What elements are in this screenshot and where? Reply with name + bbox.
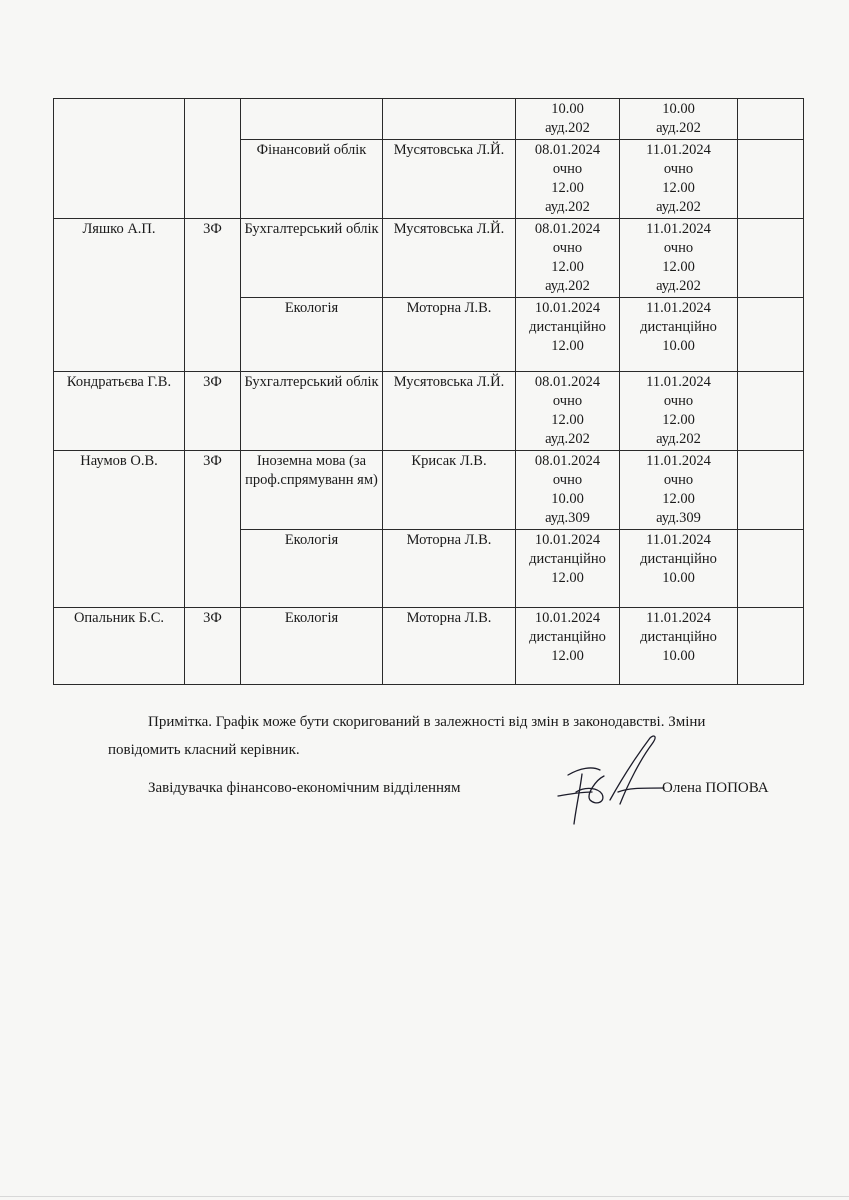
subject-cell: Екологія xyxy=(241,530,383,608)
notes-cell xyxy=(738,372,804,451)
cell-line: дистанційно xyxy=(529,319,606,335)
cell-line: 12.00 xyxy=(662,259,695,275)
cell-line: 11.01.2024 xyxy=(646,610,711,626)
cell-line: 10.00 xyxy=(551,101,584,117)
note-line: Примітка. Графік може бути скоригований в залежності від змін в законодавстві. Зміни xyxy=(148,714,706,730)
cell-line: 10.01.2024 xyxy=(534,532,601,548)
student-cell xyxy=(54,99,185,219)
notes-cell xyxy=(738,298,804,372)
retake-date-cell xyxy=(620,219,738,298)
retake-date-cell xyxy=(620,451,738,530)
notes-cell xyxy=(738,530,804,608)
exam-date-cell xyxy=(516,298,620,372)
cell-line: 11.01.2024 xyxy=(646,142,711,158)
cell-line: очно xyxy=(552,393,583,409)
cell-line: дистанційно xyxy=(640,629,717,645)
cell-line: ауд.202 xyxy=(545,120,590,136)
teacher-cell: Крисак Л.В. xyxy=(383,451,516,530)
notes-cell xyxy=(738,219,804,298)
cell-line: 10.00 xyxy=(662,648,695,664)
subject-cell: Фінансовий облік xyxy=(241,140,383,219)
cell-line: 10.01.2024 xyxy=(534,300,601,316)
student-cell: Кондратьєва Г.В. xyxy=(54,372,185,451)
signer-position: Завідувачка фінансово-економічним відділенням xyxy=(148,780,461,796)
retake-date-cell xyxy=(620,530,738,608)
notes-cell xyxy=(738,451,804,530)
teacher-cell: Мусятовська Л.Й. xyxy=(383,372,516,451)
cell-line: ауд.202 xyxy=(545,431,590,447)
cell-line: 10.00 xyxy=(662,338,695,354)
cell-line: ауд.202 xyxy=(656,278,701,294)
cell-line: 12.00 xyxy=(551,180,584,196)
cell-line: очно xyxy=(663,240,694,256)
cell-line: 12.00 xyxy=(662,180,695,196)
cell-line: очно xyxy=(552,240,583,256)
cell-line: 11.01.2024 xyxy=(646,300,711,316)
teacher-cell: Моторна Л.В. xyxy=(383,608,516,685)
cell-line: очно xyxy=(552,472,583,488)
note-paragraph xyxy=(108,708,808,764)
student-cell: Наумов О.В. xyxy=(54,451,185,608)
exam-date-cell xyxy=(516,372,620,451)
cell-line: 12.00 xyxy=(662,412,695,428)
subject-cell: Екологія xyxy=(241,298,383,372)
signer-name: Олена ПОПОВА xyxy=(662,780,769,796)
exam-date-cell xyxy=(516,451,620,530)
group-cell: 3Ф xyxy=(185,219,241,372)
group-cell xyxy=(185,99,241,219)
exam-date-cell xyxy=(516,140,620,219)
table-row xyxy=(54,99,804,140)
group-cell: 3Ф xyxy=(185,451,241,608)
retake-date-cell xyxy=(620,140,738,219)
retake-date-cell xyxy=(620,298,738,372)
table-row xyxy=(54,372,804,451)
table-row xyxy=(54,219,804,298)
cell-line: ауд.202 xyxy=(656,120,701,136)
cell-line: дистанційно xyxy=(529,551,606,567)
exam-date-cell xyxy=(516,219,620,298)
notes-cell xyxy=(738,99,804,140)
exam-date-cell xyxy=(516,608,620,685)
notes-cell xyxy=(738,140,804,219)
cell-line: ауд.202 xyxy=(545,199,590,215)
cell-line: 10.00 xyxy=(551,491,584,507)
table-row xyxy=(54,608,804,685)
cell-line: 10.00 xyxy=(662,101,695,117)
cell-line: 12.00 xyxy=(551,570,584,586)
retake-date-cell xyxy=(620,608,738,685)
cell-line: 10.00 xyxy=(662,570,695,586)
teacher-cell: Моторна Л.В. xyxy=(383,530,516,608)
cell-line: 11.01.2024 xyxy=(646,221,711,237)
cell-line: дистанційно xyxy=(640,319,717,335)
cell-line: 10.01.2024 xyxy=(534,610,601,626)
cell-line: очно xyxy=(663,393,694,409)
retake-date-cell xyxy=(620,99,738,140)
cell-line: дистанційно xyxy=(640,551,717,567)
teacher-cell: Моторна Л.В. xyxy=(383,298,516,372)
cell-line: очно xyxy=(663,161,694,177)
cell-line: ауд.202 xyxy=(545,278,590,294)
cell-line: 08.01.2024 xyxy=(534,453,601,469)
cell-line: дистанційно xyxy=(529,629,606,645)
cell-line: ауд.309 xyxy=(656,510,701,526)
subject-cell: Бухгалтерський облік xyxy=(241,372,383,451)
student-cell: Опальник Б.С. xyxy=(54,608,185,685)
group-cell: 3Ф xyxy=(185,608,241,685)
handwritten-signature xyxy=(540,730,680,830)
notes-cell xyxy=(738,608,804,685)
cell-line: 08.01.2024 xyxy=(534,142,601,158)
cell-line: 08.01.2024 xyxy=(534,374,601,390)
cell-line: 11.01.2024 xyxy=(646,374,711,390)
cell-line: ауд.202 xyxy=(656,431,701,447)
cell-line: 12.00 xyxy=(551,648,584,664)
cell-line: 12.00 xyxy=(551,259,584,275)
cell-line: очно xyxy=(663,472,694,488)
page-edge-divider xyxy=(0,1196,849,1197)
cell-line: 11.01.2024 xyxy=(646,453,711,469)
cell-line: ауд.202 xyxy=(656,199,701,215)
exam-date-cell xyxy=(516,530,620,608)
subject-cell: Іноземна мова (за проф.спрямуванн ям) xyxy=(241,451,383,530)
subject-cell xyxy=(241,99,383,140)
subject-cell: Екологія xyxy=(241,608,383,685)
retake-date-cell xyxy=(620,372,738,451)
teacher-cell: Мусятовська Л.Й. xyxy=(383,219,516,298)
cell-line: очно xyxy=(552,161,583,177)
cell-line: 12.00 xyxy=(662,491,695,507)
teacher-cell: Мусятовська Л.Й. xyxy=(383,140,516,219)
cell-line: 12.00 xyxy=(551,338,584,354)
note-line: повідомить класний керівник. xyxy=(108,742,300,758)
exam-schedule-table xyxy=(53,98,804,685)
teacher-cell xyxy=(383,99,516,140)
student-cell: Ляшко А.П. xyxy=(54,219,185,372)
group-cell: 3Ф xyxy=(185,372,241,451)
cell-line: 08.01.2024 xyxy=(534,221,601,237)
cell-line: ауд.309 xyxy=(545,510,590,526)
table-row xyxy=(54,451,804,530)
cell-line: 12.00 xyxy=(551,412,584,428)
subject-cell: Бухгалтерський облік xyxy=(241,219,383,298)
cell-line: 11.01.2024 xyxy=(646,532,711,548)
exam-date-cell xyxy=(516,99,620,140)
